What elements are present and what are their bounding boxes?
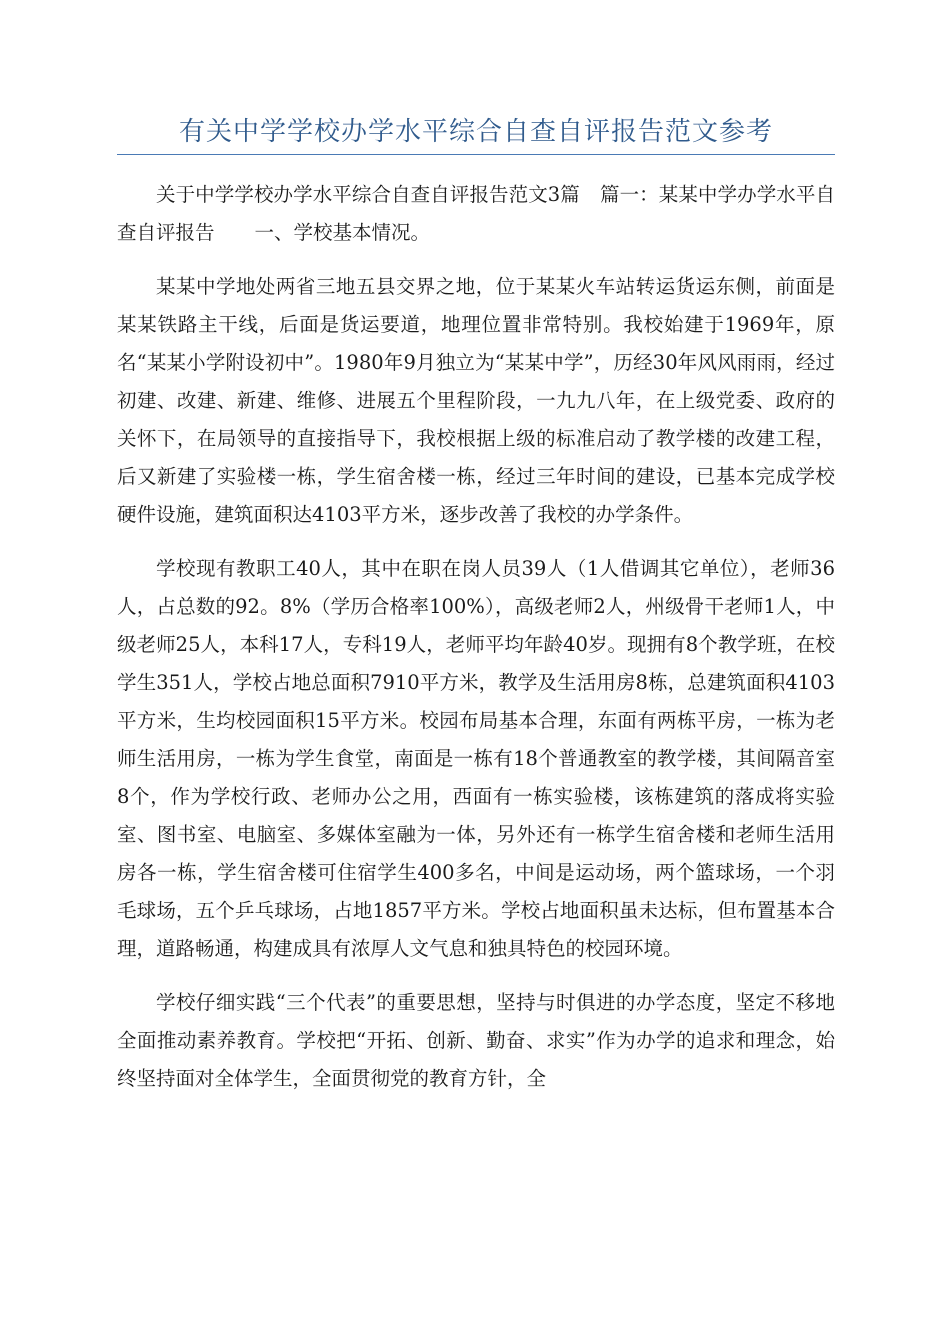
body-paragraph-3: 学校仔细实践“三个代表”的重要思想，坚持与时俱进的办学态度，坚定不移地全面推动素养教育。学校把“开拓、创新、勤奋、求实”作为办学的追求和理念，始终坚持面对全体学生，全面贯彻党的教育方针，全 [117, 991, 835, 1090]
title-underline [117, 154, 835, 155]
body-paragraph-1: 某某中学地处两省三地五县交界之地，位于某某火车站转运货运东侧，前面是某某铁路主干线，后面是货运要道，地理位置非常特别。我校始建于1969年，原名“某某小学附设初中”。1980年9月独立为“某某中学”，历经30年风风雨雨，经过初建、改建、新建、维修、进展五个里程阶段，一九九八年，在上级党委、政府的关怀下，在局领导的直接指导下，我校根据上级的标准启动了教学楼的改建工程，后又新建了实验楼一栋，学生宿舍楼一栋，经过三年时间的建设，已基本完成学校硬件设施，建筑面积达4103平方米，逐步改善了我校的办学条件。 [117, 275, 835, 526]
intro-paragraph [117, 176, 835, 252]
intro-part-2: 篇一：某某中学办学水平自查自评报告 [117, 183, 835, 244]
body-paragraph-2: 学校现有教职工40人，其中在职在岗人员39人（1人借调其它单位），老师36人，占总数的92。8%（学历合格率100%），高级老师2人，州级骨干老师1人，中级老师25人，本科17人，专科19人，老师平均年龄40岁。现拥有8个教学班，在校学生351人，学校占地总面积7910平方米，教学及生活用房8栋，总建筑面积4103平方米，生均校园面积15平方米。校园布局基本合理，东面有两栋平房，一栋为老师生活用房，一栋为学生食堂，南面是一栋有18个普通教室的教学楼，其间隔音室8个，作为学校行政、老师办公之用，西面有一栋实验楼，该栋建筑的落成将实验室、图书室、电脑室、多媒体室融为一体，另外还有一栋学生宿舍楼和老师生活用房各一栋，学生宿舍楼可住宿学生400多名，中间是运动场，两个篮球场，一个羽毛球场，五个乒乓球场，占地1857平方米。学校占地面积虽未达标，但布置基本合理，道路畅通，构建成具有浓厚人文气息和独具特色的校园环境。 [117, 557, 835, 960]
document-title: 有关中学学校办学水平综合自查自评报告范文参考 [178, 117, 773, 147]
intro-part-1: 关于中学学校办学水平综合自查自评报告范文3篇 [156, 183, 580, 206]
intro-part-3: 一、学校基本情况。 [254, 221, 431, 244]
document-body [117, 176, 835, 1114]
